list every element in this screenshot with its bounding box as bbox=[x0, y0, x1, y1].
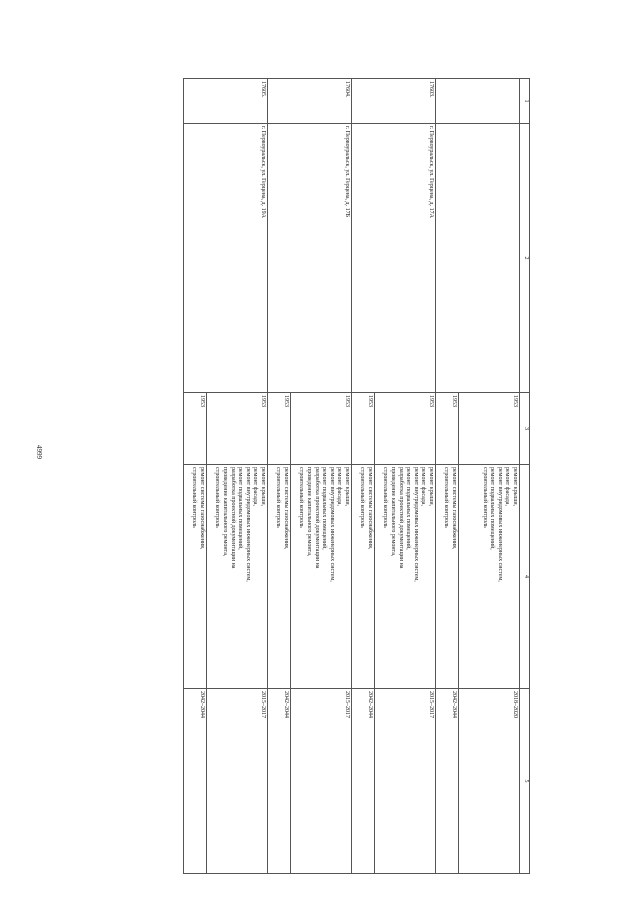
work-item: ремонт крыши, bbox=[260, 467, 266, 507]
table-row bbox=[375, 79, 436, 874]
row-year: 1953 bbox=[268, 393, 291, 465]
work-item: строительный контроль bbox=[191, 467, 198, 528]
page-number: 4999 bbox=[35, 445, 43, 459]
work-item: ремонт крыши, bbox=[344, 467, 350, 507]
row-period: 2015–2017 bbox=[207, 689, 268, 874]
work-item: разработка проектной документации на bbox=[397, 467, 404, 569]
row-works bbox=[184, 465, 207, 689]
work-item: проведение капитального ремонта, bbox=[222, 467, 229, 557]
work-item: проведение капитального ремонта, bbox=[306, 467, 313, 557]
row-year: 1953 bbox=[436, 393, 459, 465]
header-col-2: 2 bbox=[520, 124, 530, 393]
row-works bbox=[459, 465, 520, 689]
row-year: 1953 bbox=[184, 393, 207, 465]
row-period: 2015–2017 bbox=[291, 689, 352, 874]
work-item: ремонт фасада, bbox=[420, 467, 427, 506]
header-col-4: 4 bbox=[520, 465, 530, 689]
work-item: ремонт внутридомовых инженерных систем, bbox=[412, 467, 419, 582]
row-year: 1953 bbox=[352, 393, 375, 465]
work-item: ремонт фасада, bbox=[252, 467, 259, 506]
work-item: ремонт подвальных помещений, bbox=[489, 467, 496, 550]
work-item: ремонт системы газоснабжения, bbox=[367, 467, 373, 550]
work-item: ремонт внутридомовых инженерных систем, bbox=[244, 467, 251, 582]
row-number: 17604. bbox=[268, 79, 352, 124]
work-item: проведение капитального ремонта, bbox=[390, 467, 397, 557]
work-item: ремонт фасада, bbox=[336, 467, 343, 506]
work-item: ремонт внутридомовых инженерных систем, bbox=[328, 467, 335, 582]
header-col-1: 1 bbox=[520, 79, 530, 124]
row-address: г. Первоуральск, ул. Герцена, д. 17А bbox=[352, 124, 436, 393]
work-item: ремонт фасада, bbox=[504, 467, 511, 506]
work-item: строительный контроль bbox=[298, 467, 305, 528]
work-item: строительный контроль bbox=[214, 467, 221, 528]
row-period: 2042–2044 bbox=[184, 689, 207, 874]
row-period: 2015–2017 bbox=[375, 689, 436, 874]
header-col-5: 5 bbox=[520, 689, 530, 874]
work-item: ремонт подвальных помещений, bbox=[237, 467, 244, 550]
work-item: строительный контроль bbox=[481, 467, 488, 528]
row-period: 2042–2044 bbox=[268, 689, 291, 874]
row-works bbox=[291, 465, 352, 689]
work-item: строительный контроль bbox=[443, 467, 450, 528]
header-col-3: 3 bbox=[520, 393, 530, 465]
row-number: 17603. bbox=[352, 79, 436, 124]
row-works bbox=[207, 465, 268, 689]
row-works bbox=[352, 465, 375, 689]
work-item: ремонт подвальных помещений, bbox=[321, 467, 328, 550]
row-period: 2018–2020 bbox=[459, 689, 520, 874]
row-address bbox=[436, 124, 520, 393]
work-item: ремонт внутридомовых инженерных систем, bbox=[496, 467, 503, 582]
header-row bbox=[520, 79, 530, 874]
row-works bbox=[375, 465, 436, 689]
repair-schedule-table bbox=[183, 78, 530, 874]
row-year: 1953 bbox=[459, 393, 520, 465]
row-address: г. Первоуральск, ул. Герцена, д. 19А bbox=[184, 124, 268, 393]
row-period: 2042–2044 bbox=[436, 689, 459, 874]
work-item: ремонт подвальных помещений, bbox=[405, 467, 412, 550]
row-number: 17605. bbox=[184, 79, 268, 124]
work-item: строительный контроль bbox=[359, 467, 366, 528]
row-year: 1953 bbox=[291, 393, 352, 465]
work-item: ремонт крыши, bbox=[512, 467, 518, 507]
work-item: разработка проектной документации на bbox=[229, 467, 236, 569]
work-item: ремонт системы газоснабжения, bbox=[283, 467, 289, 550]
table-row bbox=[207, 79, 268, 874]
work-item: строительный контроль bbox=[382, 467, 389, 528]
work-item: ремонт системы газоснабжения, bbox=[199, 467, 205, 550]
row-works bbox=[436, 465, 459, 689]
work-item: ремонт крыши, bbox=[428, 467, 434, 507]
row-year: 1953 bbox=[375, 393, 436, 465]
row-number bbox=[436, 79, 520, 124]
row-year: 1953 bbox=[207, 393, 268, 465]
work-item: разработка проектной документации на bbox=[313, 467, 320, 569]
table-row bbox=[291, 79, 352, 874]
table-row bbox=[459, 79, 520, 874]
row-period: 2042–2044 bbox=[352, 689, 375, 874]
work-item: ремонт системы газоснабжения, bbox=[451, 467, 457, 550]
work-item: строительный контроль bbox=[275, 467, 282, 528]
row-works bbox=[268, 465, 291, 689]
row-address: г. Первоуральск, ул. Герцена, д. 17Б bbox=[268, 124, 352, 393]
